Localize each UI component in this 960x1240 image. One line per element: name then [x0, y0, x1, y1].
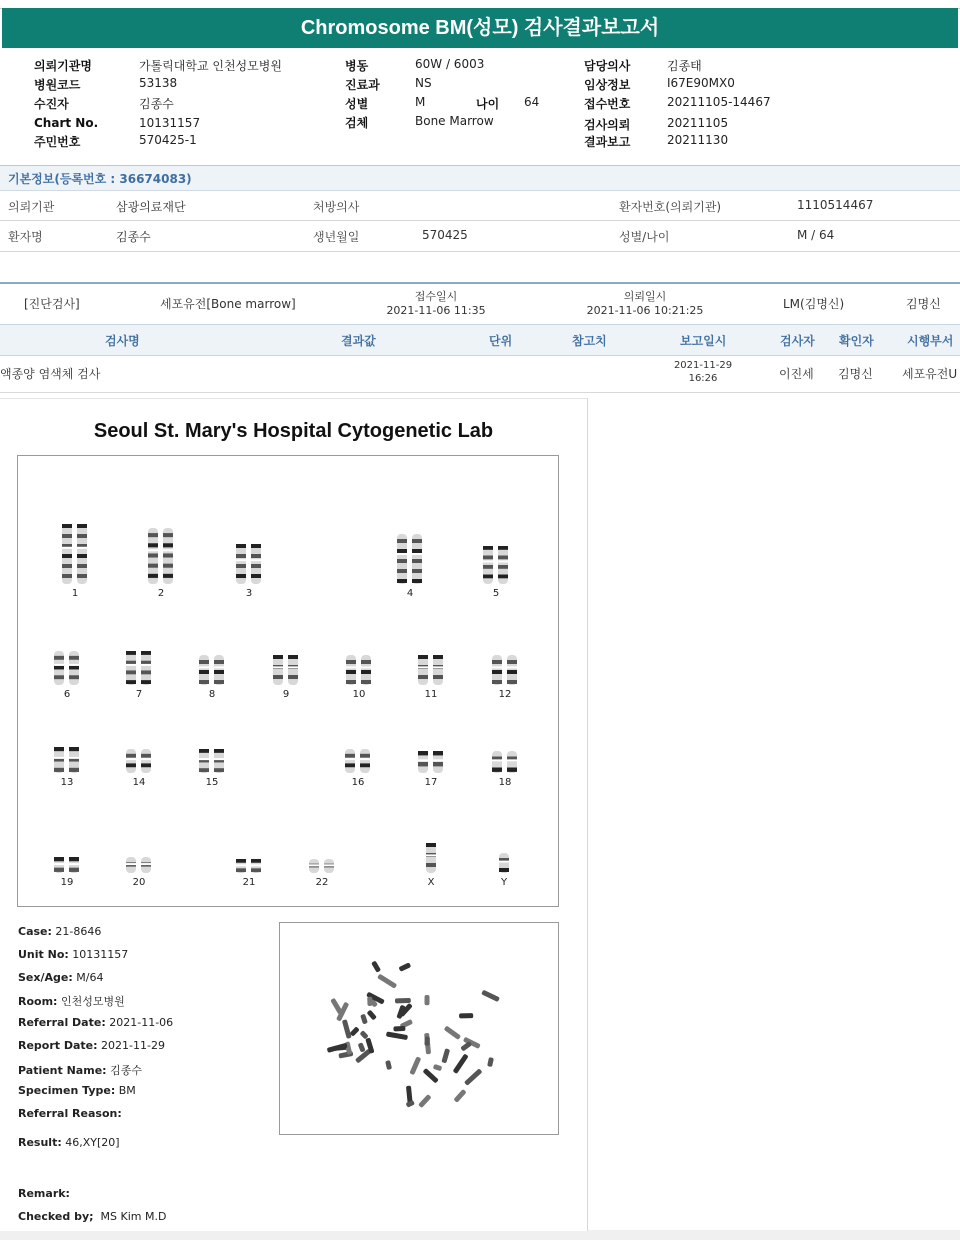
header-value: 가톨릭대학교 인천성모병원	[139, 59, 282, 73]
age-value: 64	[524, 95, 540, 109]
chromosome-pair-X	[414, 843, 448, 873]
header-label: 담당의사	[584, 59, 631, 73]
header-label: 결과보고	[584, 135, 631, 149]
header-value: 10131157	[139, 116, 201, 130]
chromosome-pair-8	[195, 655, 229, 685]
chromosome-label: 17	[424, 777, 438, 788]
header-value: I67E90MX0	[667, 76, 735, 90]
header-label: 주민번호	[34, 135, 81, 149]
chromosome-label: 16	[351, 777, 365, 788]
divider	[0, 251, 960, 252]
chromosome-label: 12	[498, 689, 512, 700]
metaphase-chromosome	[453, 1089, 466, 1103]
chromosome-label: 19	[60, 877, 74, 888]
chromosome-label: 8	[208, 689, 216, 700]
header-value: 53138	[139, 76, 178, 90]
metaphase-chromosome	[377, 974, 397, 989]
column-header: 결과값	[341, 334, 376, 348]
header-label: 검체	[345, 116, 369, 130]
metaphase-chromosome	[367, 1010, 377, 1021]
requested-datetime: 2021-11-06 10:21:25	[586, 304, 704, 317]
info-label: 처방의사	[313, 200, 360, 214]
header-label: 접수번호	[584, 97, 631, 111]
chromosome-pair-12	[488, 655, 522, 685]
header-value: Bone Marrow	[415, 114, 494, 128]
chromosome-pair-Y	[487, 853, 521, 873]
order-lm: LM(김명신)	[783, 297, 845, 311]
metaphase-chromosome	[424, 1036, 430, 1045]
chromosome-pair-18	[488, 751, 522, 773]
tester: 이진세	[779, 367, 814, 381]
metaphase-chromosome	[342, 1019, 352, 1039]
chromosome-label: 3	[245, 588, 253, 599]
metaphase-chromosome	[409, 1056, 421, 1075]
order-doctor: 김명신	[906, 297, 941, 311]
info-value: 김종수	[116, 230, 151, 244]
chromosome-label: 2	[157, 588, 165, 599]
metaphase-chromosome	[464, 1068, 483, 1086]
column-header: 검사명	[105, 334, 140, 348]
chromosome-label: 21	[242, 877, 256, 888]
metaphase-chromosome	[425, 995, 430, 1005]
divider	[0, 392, 960, 393]
metaphase-chromosome	[444, 1026, 461, 1040]
chromosome-pair-21	[232, 859, 266, 873]
divider	[0, 220, 960, 221]
header-value: M	[415, 95, 426, 109]
header-label: 성별	[345, 97, 369, 111]
column-header: 참고치	[572, 334, 607, 348]
info-value: 삼광의료재단	[116, 200, 186, 214]
metaphase-spread	[280, 923, 558, 1134]
chromosome-label: 22	[315, 877, 329, 888]
report-time: 16:26	[688, 373, 718, 384]
lab-title: Seoul St. Mary's Hospital Cytogenetic Lab	[93, 420, 494, 442]
chromosome-label: 9	[282, 689, 290, 700]
metaphase-chromosome	[393, 1026, 405, 1031]
chromosome-pair-6	[50, 651, 84, 685]
chromosome-pair-7	[122, 651, 156, 685]
info-label: 환자번호(의뢰기관)	[619, 200, 722, 214]
requested-label: 의뢰일시	[623, 290, 667, 303]
column-header: 단위	[489, 334, 513, 348]
section-divider	[0, 282, 960, 284]
header-label: 병동	[345, 59, 369, 73]
chromosome-label: 15	[205, 777, 219, 788]
chromosome-label: 5	[492, 588, 500, 599]
meta-field-patient-name: Patient Name: 김종수	[18, 1064, 142, 1077]
info-label: 성별/나이	[619, 230, 670, 244]
chromosome-pair-1	[58, 524, 92, 584]
column-header: 검사자	[780, 334, 815, 348]
column-header: 시행부서	[907, 334, 954, 348]
metaphase-chromosome	[385, 1060, 392, 1070]
checked-by: Checked by; MS Kim M.D	[18, 1210, 167, 1223]
chromosome-pair-19	[50, 857, 84, 873]
header-label: 임상정보	[584, 78, 631, 92]
department: 세포유전U	[902, 367, 958, 381]
confirmer: 김명신	[838, 367, 873, 381]
metaphase-chromosome	[360, 1014, 368, 1025]
header-label: Chart No.	[34, 116, 99, 130]
received-datetime: 2021-11-06 11:35	[386, 304, 486, 317]
chromosome-label: 14	[132, 777, 146, 788]
karyotype-result: Result: 46,XY[20]	[18, 1136, 120, 1149]
header-value: 20211105-14467	[667, 95, 771, 109]
metaphase-chromosome	[371, 961, 381, 973]
chromosome-label: Y	[500, 877, 508, 888]
chromosome-pair-14	[122, 749, 156, 773]
column-header: 확인자	[839, 334, 874, 348]
info-value: 1110514467	[797, 198, 874, 212]
chromosome-pair-4	[393, 534, 427, 584]
metaphase-image	[279, 922, 559, 1135]
meta-field-specimen: Specimen Type: BM	[18, 1084, 136, 1097]
chromosome-label: 10	[352, 689, 366, 700]
chromosome-label: 6	[63, 689, 71, 700]
chromosome-pair-2	[144, 528, 178, 584]
column-header: 보고일시	[680, 334, 727, 348]
metaphase-chromosome	[359, 1030, 368, 1039]
basic-info-header	[0, 165, 960, 191]
chromosome-label: 18	[498, 777, 512, 788]
header-label: 진료과	[345, 78, 380, 92]
chromosome-pair-17	[414, 751, 448, 773]
chromosome-pair-13	[50, 747, 84, 773]
header-value: NS	[415, 76, 432, 90]
info-label: 환자명	[8, 230, 43, 244]
header-value: 김종태	[667, 59, 702, 73]
header-label: 병원코드	[34, 78, 81, 92]
header-value: 20211105	[667, 116, 729, 130]
metaphase-chromosome	[330, 998, 343, 1015]
info-value: 570425	[422, 228, 468, 242]
chromosome-label: 7	[135, 689, 143, 700]
result-table-header	[0, 324, 960, 356]
remark: Remark:	[18, 1187, 70, 1200]
chromosome-label: 4	[406, 588, 414, 599]
metaphase-chromosome	[441, 1048, 450, 1063]
chromosome-pair-15	[195, 749, 229, 773]
meta-field-case: Case: 21-8646	[18, 925, 102, 938]
chromosome-pair-20	[122, 857, 156, 873]
metaphase-chromosome	[423, 1068, 439, 1084]
chromosome-pair-10	[342, 655, 376, 685]
chromosome-pair-9	[269, 655, 303, 685]
info-value: M / 64	[797, 228, 835, 242]
chromosome-pair-5	[479, 546, 513, 584]
info-label: 의뢰기관	[8, 200, 55, 214]
metaphase-chromosome	[433, 1064, 443, 1071]
meta-field-referral-reason: Referral Reason:	[18, 1107, 122, 1120]
header-label: 검사의뢰	[584, 118, 631, 132]
header-value: 김종수	[139, 97, 174, 111]
metaphase-chromosome	[395, 998, 411, 1004]
metaphase-chromosome	[386, 1031, 408, 1040]
meta-field-referral-date: Referral Date: 2021-11-06	[18, 1016, 174, 1029]
chromosome-label: 13	[60, 777, 74, 788]
meta-field-sex-age: Sex/Age: M/64	[18, 971, 104, 984]
header-label: 수진자	[34, 97, 69, 111]
report-date: 2021-11-29	[673, 360, 733, 371]
chromosome-label: 11	[424, 689, 438, 700]
chromosome-pair-16	[341, 749, 375, 773]
header-label: 의뢰기관명	[34, 59, 92, 73]
meta-field-report-date: Report Date: 2021-11-29	[18, 1039, 165, 1052]
metaphase-chromosome	[367, 997, 372, 1006]
chromosome-pair-22	[305, 859, 339, 873]
metaphase-chromosome	[358, 1042, 366, 1052]
age-label: 나이	[476, 97, 500, 111]
chromosome-label: X	[427, 877, 435, 888]
meta-field-unit: Unit No: 10131157	[18, 948, 129, 961]
header-value: 20211130	[667, 133, 729, 147]
order-category: [진단검사]	[24, 297, 80, 311]
metaphase-chromosome	[487, 1057, 494, 1067]
order-dept[interactable]: 세포유전[Bone marrow]	[160, 297, 296, 311]
metaphase-chromosome	[459, 1013, 473, 1018]
basic-info-title: 기본정보(등록번호 : 36674083)	[8, 172, 192, 186]
metaphase-chromosome	[481, 990, 500, 1002]
page-title: Chromosome BM(성모) 검사결과보고서	[2, 8, 958, 48]
info-label: 생년월일	[313, 230, 360, 244]
metaphase-chromosome	[398, 962, 411, 972]
metaphase-chromosome	[453, 1053, 469, 1074]
received-label: 접수일시	[414, 290, 458, 303]
chromosome-pair-3	[232, 544, 266, 584]
metaphase-chromosome	[418, 1094, 432, 1108]
chromosome-label: 1	[71, 588, 79, 599]
chromosome-pair-11	[414, 655, 448, 685]
meta-field-room: Room: 인천성모병원	[18, 995, 125, 1008]
test-name[interactable]: 액종양 염색체 검사	[0, 367, 101, 381]
header-value: 60W / 6003	[415, 57, 485, 71]
metaphase-chromosome	[327, 1043, 348, 1053]
header-value: 570425-1	[139, 133, 197, 147]
karyogram-image	[17, 455, 559, 907]
chromosome-label: 20	[132, 877, 146, 888]
